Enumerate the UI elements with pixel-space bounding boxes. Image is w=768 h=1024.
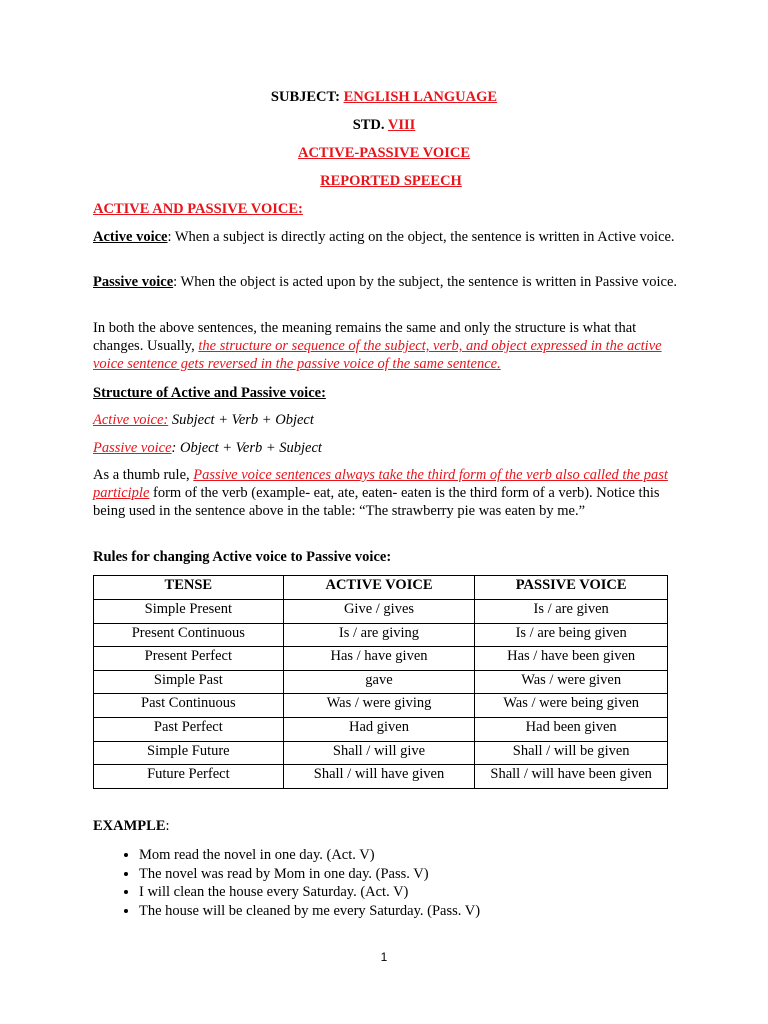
- list-item: • The novel was read by Mom in one day. (Pass. V): [139, 865, 699, 884]
- cell-tense: Present Perfect: [94, 647, 284, 671]
- header-active-voice: ACTIVE VOICE: [283, 576, 475, 600]
- std-label: STD.: [352, 117, 388, 133]
- structure-passive-label: Passive voice: [93, 440, 172, 456]
- passive-voice-text: : When the object is acted upon by the subject, the sentence is written in Passive voice.: [173, 274, 678, 290]
- cell-tense: Simple Future: [94, 741, 284, 765]
- example-heading-line: [93, 817, 678, 835]
- cell-active: Was / were giving: [283, 694, 475, 718]
- topic-active-passive: ACTIVE-PASSIVE VOICE: [297, 145, 470, 161]
- example-heading: EXAMPLE: [93, 818, 166, 834]
- cell-passive: Has / have been given: [475, 647, 668, 671]
- cell-tense: Simple Present: [94, 600, 284, 624]
- cell-passive: Was / were being given: [475, 694, 668, 718]
- passive-voice-definition: [93, 273, 678, 291]
- voice-rules-table: [93, 575, 668, 789]
- thumb-rule-highlight: Passive voice sentences always take the third form of the verb also called the past participle: [93, 467, 668, 501]
- structure-passive-formula: : Object + Verb + Subject: [171, 440, 322, 456]
- example-list: [93, 846, 699, 920]
- table-row: [94, 694, 668, 718]
- section-heading: ACTIVE AND PASSIVE VOICE:: [93, 201, 303, 217]
- table-row: [94, 765, 668, 789]
- subject-label: SUBJECT:: [270, 89, 344, 105]
- list-item: • The house will be cleaned by me every Saturday. (Pass. V): [139, 902, 699, 921]
- subject-value: ENGLISH LANGUAGE: [343, 89, 498, 105]
- both-para-highlight: the structure or sequence of the subject, verb, and object expressed in the active voice sentence gets reversed in the passive voice of the same sentence.: [93, 338, 662, 372]
- cell-active: Is / are giving: [283, 623, 475, 647]
- table-row: [94, 600, 668, 624]
- structure-heading: Structure of Active and Passive voice:: [93, 385, 326, 401]
- cell-active: Give / gives: [283, 600, 475, 624]
- subject-line: [0, 88, 768, 106]
- table-row: [94, 717, 668, 741]
- header-tense: TENSE: [94, 576, 284, 600]
- active-voice-definition: [93, 228, 678, 246]
- std-line: [0, 116, 768, 134]
- cell-passive: Shall / will have been given: [475, 765, 668, 789]
- table-row: [94, 623, 668, 647]
- cell-tense: Future Perfect: [94, 765, 284, 789]
- table-header-row: [94, 576, 668, 600]
- table-row: [94, 670, 668, 694]
- cell-active: Shall / will give: [283, 741, 475, 765]
- thumb-rule-plain2: form of the verb (example- eat, ate, eaten- eaten is the third form of a verb). Notice this being used in the sentence above in the table: “The strawberry pie was eaten by me.”: [93, 485, 660, 519]
- list-item: • I will clean the house every Saturday. (Act. V): [139, 883, 699, 902]
- passive-voice-term: Passive voice: [93, 274, 174, 290]
- thumb-rule-paragraph: [93, 466, 678, 520]
- cell-active: Had given: [283, 717, 475, 741]
- cell-passive: Was / were given: [475, 670, 668, 694]
- both-sentences-paragraph: [93, 319, 678, 373]
- rules-heading: Rules for changing Active voice to Passive voice:: [93, 549, 392, 565]
- structure-active-formula: Subject + Verb + Object: [168, 412, 314, 428]
- active-voice-text: : When a subject is directly acting on the object, the sentence is written in Active voice.: [167, 229, 675, 245]
- cell-active: gave: [283, 670, 475, 694]
- cell-active: Shall / will have given: [283, 765, 475, 789]
- cell-passive: Is / are given: [475, 600, 668, 624]
- cell-tense: Past Continuous: [94, 694, 284, 718]
- topic-reported-speech-text: REPORTED SPEECH: [320, 173, 462, 189]
- page-number: 1: [380, 950, 388, 964]
- cell-tense: Simple Past: [94, 670, 284, 694]
- topic-reported-speech: [0, 172, 768, 190]
- cell-passive: Is / are being given: [475, 623, 668, 647]
- cell-passive: Shall / will be given: [475, 741, 668, 765]
- cell-active: Has / have given: [283, 647, 475, 671]
- thumb-rule-plain1: As a thumb rule,: [93, 467, 194, 483]
- both-para-plain: In both the above sentences, the meaning remains the same and only the structure is what that changes. Usually,: [93, 320, 637, 354]
- std-value: VIII: [387, 117, 416, 133]
- structure-active-label: Active voice:: [93, 412, 169, 428]
- table-row: [94, 647, 668, 671]
- structure-active: [93, 411, 678, 429]
- list-item: • Mom read the novel in one day. (Act. V): [139, 846, 699, 865]
- cell-tense: Past Perfect: [94, 717, 284, 741]
- cell-passive: Had been given: [475, 717, 668, 741]
- active-voice-term: Active voice: [93, 229, 168, 245]
- example-heading-colon: :: [165, 818, 170, 834]
- cell-tense: Present Continuous: [94, 623, 284, 647]
- header-passive-voice: PASSIVE VOICE: [475, 576, 668, 600]
- structure-passive: [93, 439, 678, 457]
- table-row: [94, 741, 668, 765]
